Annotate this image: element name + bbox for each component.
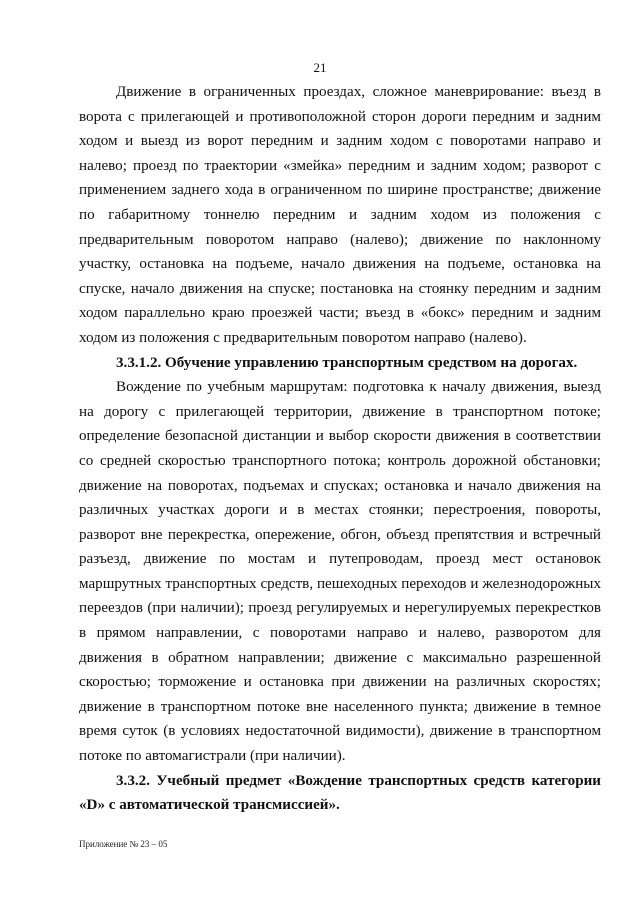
document-body [79,80,601,818]
paragraph-maneuvering: Движение в ограниченных проездах, сложное маневрирование: въезд в ворота с прилегающей и противоположной сторон дороги передним и задним ходом и выезд из ворот передним и задним ходом с поворотами направо и налево; проезд по траектории «змейка» передним и задним ходом; разворот с применением заднего хода в ограниченном по ширине пространстве; движение по габаритному тоннелю передним и задним ходом из положения с предварительным поворотом направо (налево); движение по наклонному участку, остановка на подъеме, начало движения на подъеме, остановка на спуске, начало движения на спуске; постановка на стоянку передним и задним ходом параллельно краю проезжей части; въезд в «бокс» передним и задним ходом из положения с предварительным поворотом направо (налево). [79,84,601,346]
section-heading-road-training: 3.3.1.2. Обучение управлению транспортным средством на дорогах. [116,354,578,371]
section-heading-subject: 3.3.2. Учебный предмет «Вождение транспортных средств категории «D» с автоматической трансмиссией». [79,772,601,814]
paragraph-training-routes: Вождение по учебным маршрутам: подготовка к началу движения, выезд на дорогу с прилегающей территории, движение в транспортном потоке; определение безопасной дистанции и выбор скорости движения в соответствии со средней скоростью транспортного потока; контроль дорожной обстановки; движение на поворотах, подъемах и спусках; остановка и начало движения на различных участках дороги и в местах стоянки; перестроения, повороты, разворот вне перекрестка, опережение, обгон, объезд препятствия и встречный разъезд, движение по мостам и путепроводам, проезд мест остановок маршрутных транспортных средств, пешеходных переходов и железнодорожных переездов (при наличии); проезд регулируемых и нерегулируемых перекрестков в прямом направлении, с поворотами направо и налево, разворотом для движения в обратном направлении; движение с максимально разрешенной скоростью; торможение и остановка при движении на различных скоростях; движение в транспортном потоке вне населенного пункта; движение в темное время суток (в условиях недостаточной видимости), движение в транспортном потоке по автомагистрали (при наличии). [79,379,601,765]
page-footer: Приложение № 23 – 05 [79,839,168,849]
page-number: 21 [313,60,327,75]
